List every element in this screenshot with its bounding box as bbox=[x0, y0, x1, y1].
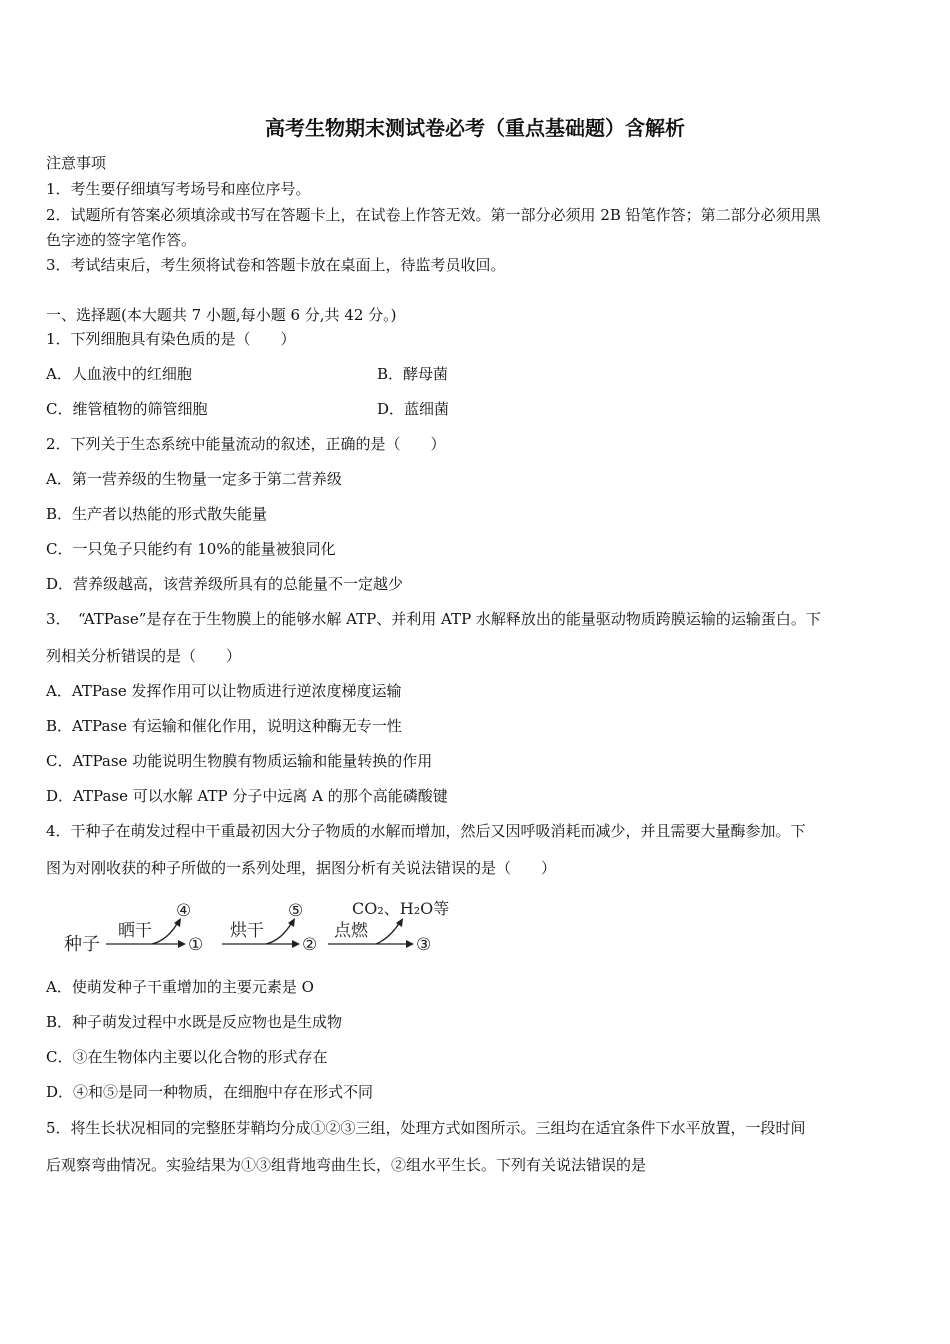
diagram-step-2-label: 烘干 bbox=[230, 921, 264, 941]
diagram-output-3: CO₂、H₂O等 bbox=[352, 899, 450, 918]
question-1-stem: 1．下列细胞具有染色质的是（ ） bbox=[46, 330, 296, 348]
question-5-stem: 5．将生长状况相同的完整胚芽鞘均分成①②③三组，处理方式如图所示。三组均在适宜条件下水平放置，一段时间 bbox=[46, 1119, 806, 1137]
branch-2-line bbox=[266, 922, 292, 944]
question-1-option-b: B．酵母菌 bbox=[377, 365, 449, 383]
question-3-option-c: C．ATPase 功能说明生物膜有物质运输和能量转换的作用 bbox=[46, 752, 433, 770]
question-2-option-b: B．生产者以热能的形式散失能量 bbox=[46, 505, 268, 523]
notice-item-2: 2．试题所有答案必须填涂或书写在答题卡上，在试卷上作答无效。第一部分必须用 2B 铅笔作答；第二部分必须用黑 bbox=[46, 206, 821, 224]
question-4-stem-cont: 图为对刚收获的种子所做的一系列处理，据图分析有关说法错误的是（ ） bbox=[46, 859, 557, 877]
question-3-stem: 3． “ATPase”是存在于生物膜上的能够水解 ATP、并利用 ATP 水解释放出的能量驱动物质跨膜运输的运输蛋白。下 bbox=[46, 610, 821, 628]
question-3-option-b: B．ATPase 有运输和催化作用，说明这种酶无专一性 bbox=[46, 717, 402, 735]
question-3-option-a: A．ATPase 发挥作用可以让物质进行逆浓度梯度运输 bbox=[46, 682, 402, 700]
page-title: 高考生物期末测试卷必考（重点基础题）含解析 bbox=[265, 116, 685, 140]
section-heading: 一、选择题(本大题共 7 小题,每小题 6 分,共 42 分。) bbox=[46, 306, 397, 324]
question-3-stem-cont: 列相关分析错误的是（ ） bbox=[46, 647, 242, 665]
arrow-2-head bbox=[292, 940, 300, 948]
question-1-option-c: C．维管植物的筛管细胞 bbox=[46, 400, 208, 418]
branch-3-line bbox=[376, 922, 400, 944]
notice-item-3: 3．考试结束后，考生须将试卷和答题卡放在桌面上，待监考员收回。 bbox=[46, 256, 506, 274]
notice-item-1: 1．考生要仔细填写考场号和座位序号。 bbox=[46, 180, 311, 198]
question-4-stem: 4．干种子在萌发过程中干重最初因大分子物质的水解而增加，然后又因呼吸消耗而减少，并且需要大量酶参加。下 bbox=[46, 822, 806, 840]
question-2-option-d: D．营养级越高，该营养级所具有的总能量不一定越少 bbox=[46, 575, 404, 593]
diagram-step-1-label: 晒干 bbox=[118, 921, 152, 941]
question-4-option-d: D．④和⑤是同一种物质，在细胞中存在形式不同 bbox=[46, 1083, 374, 1101]
question-2-option-c: C．一只兔子只能约有 10%的能量被狼同化 bbox=[46, 540, 336, 558]
question-2-option-a: A．第一营养级的生物量一定多于第二营养级 bbox=[46, 470, 342, 488]
question-1-option-a: A．人血液中的红细胞 bbox=[46, 365, 192, 383]
question-1-option-d: D．蓝细菌 bbox=[377, 400, 450, 418]
question-4-option-a: A．使萌发种子干重增加的主要元素是 O bbox=[46, 978, 314, 996]
diagram-output-1: ④ bbox=[176, 901, 192, 921]
branch-1-line bbox=[152, 922, 178, 944]
diagram-result-3: ③ bbox=[416, 935, 432, 955]
diagram-output-2: ⑤ bbox=[288, 901, 304, 921]
arrow-1-head bbox=[178, 940, 186, 948]
question-4-option-b: B．种子萌发过程中水既是反应物也是生成物 bbox=[46, 1013, 343, 1031]
question-2-stem: 2．下列关于生态系统中能量流动的叙述，正确的是（ ） bbox=[46, 435, 446, 453]
diagram-start-label: 种子 bbox=[64, 934, 100, 955]
question-4-option-c: C．③在生物体内主要以化合物的形式存在 bbox=[46, 1048, 328, 1066]
arrow-3-head bbox=[406, 940, 414, 948]
diagram-result-1: ① bbox=[188, 935, 204, 955]
seed-processing-diagram bbox=[60, 892, 470, 968]
notice-item-2-cont: 色字迹的签字笔作答。 bbox=[46, 231, 197, 249]
notice-heading: 注意事项 bbox=[46, 154, 107, 172]
diagram-result-2: ② bbox=[302, 935, 318, 955]
question-5-stem-cont: 后观察弯曲情况。实验结果为①③组背地弯曲生长，②组水平生长。下列有关说法错误的是 bbox=[46, 1156, 647, 1174]
question-3-option-d: D．ATPase 可以水解 ATP 分子中远离 A 的那个高能磷酸键 bbox=[46, 787, 448, 805]
diagram-step-3-label: 点燃 bbox=[334, 921, 368, 941]
